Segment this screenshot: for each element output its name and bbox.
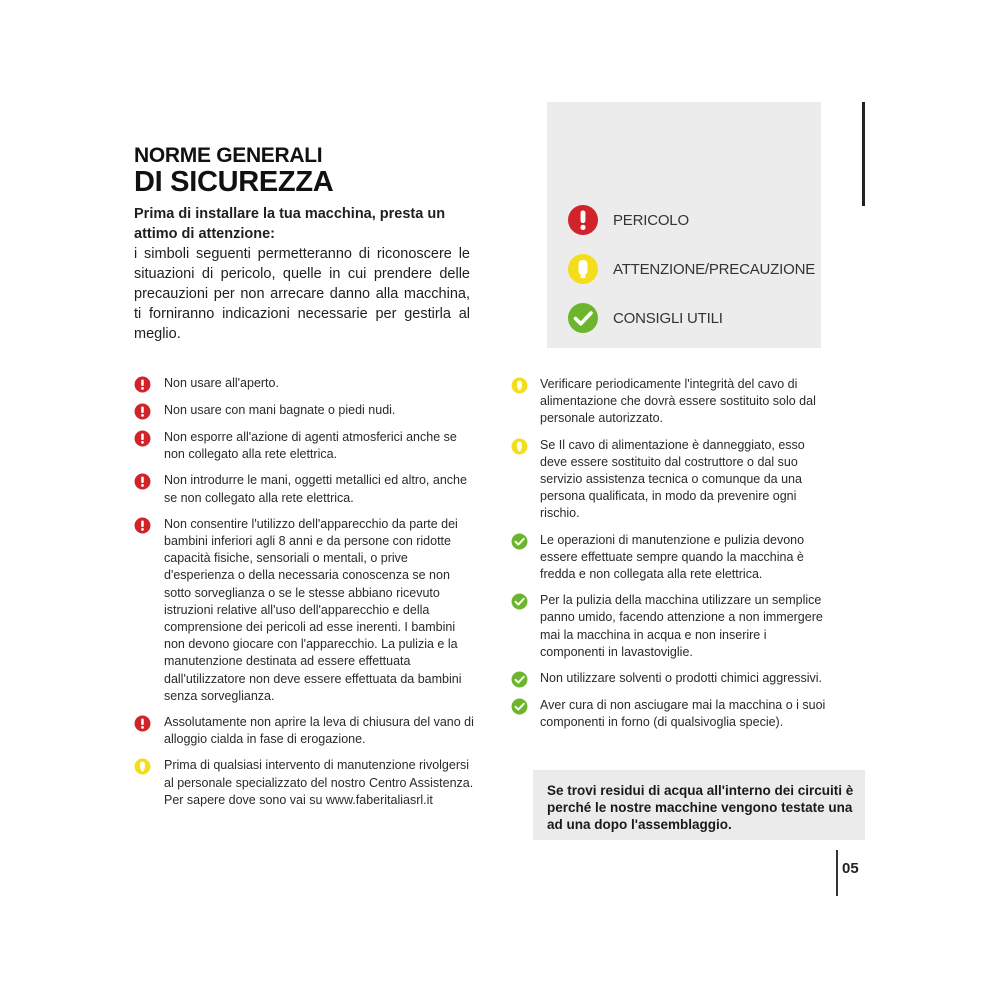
list-item — [511, 376, 827, 428]
list-item — [134, 402, 476, 420]
list-item-text: Non consentire l'utilizzo dell'apparecchio da parte dei bambini inferiori agli 8 anni e da persone con ridotte capacità fisiche, sensoriali o mentali, o prive d'esperienza o della necessaria conoscenza se non sotto sorveglianza o se le stesse abbiano ricevuto istruzioni relative all'uso dell'apparecchio e della comprensione dei pericoli ad esse inerenti. I bambini non devono giocare con l'apparecchio. La pulizia e la manutenzione destinata ad essere effettuata dall'utilizzatore non deve essere effettuata da bambini senza sorveglianza. — [164, 516, 462, 703]
list-item — [511, 670, 827, 688]
danger-icon — [134, 403, 151, 420]
legend-label-danger: PERICOLO — [613, 211, 689, 229]
danger-icon — [134, 517, 151, 534]
tip-icon — [511, 671, 528, 688]
legend-label-attention: ATTENZIONE/PRECAUZIONE — [613, 260, 816, 278]
list-item-text: Non introdurre le mani, oggetti metallici ed altro, anche se non collegato alla rete elettrica. — [164, 473, 467, 505]
tip-icon — [567, 302, 599, 334]
left-column-list — [134, 375, 476, 818]
list-item — [511, 697, 827, 731]
page-title-line1: NORME GENERALI — [134, 144, 323, 167]
intro-paragraph — [134, 204, 470, 344]
list-item-text: Prima di qualsiasi intervento di manutenzione rivolgersi al personale specializzato del nostro Centro Assistenza. Per sapere dove sono vai su www.faberitaliasrl.it — [164, 758, 474, 807]
danger-icon — [134, 473, 151, 490]
page-number-divider — [836, 850, 838, 896]
list-item — [511, 437, 827, 523]
legend-item-attention — [567, 253, 815, 285]
list-item — [511, 592, 827, 661]
list-item — [134, 472, 476, 506]
list-item-text: Assolutamente non aprire la leva di chiusura del vano di alloggio cialda in fase di erogazione. — [164, 715, 474, 747]
tip-icon — [511, 593, 528, 610]
page-title-line2: DI SICUREZZA — [134, 166, 334, 198]
attention-icon — [134, 758, 151, 775]
list-item-text: Aver cura di non asciugare mai la macchina o i suoi componenti in forno (di qualsivoglia specie). — [540, 698, 826, 730]
list-item — [511, 532, 827, 584]
side-divider — [862, 102, 865, 206]
danger-icon — [134, 430, 151, 447]
list-item — [134, 516, 476, 705]
list-item — [134, 375, 476, 393]
legend-label-tip: CONSIGLI UTILI — [613, 309, 723, 327]
list-item-text: Verificare periodicamente l'integrità del cavo di alimentazione che dovrà essere sostituito solo dal personale autorizzato. — [540, 377, 816, 426]
danger-icon — [567, 204, 599, 236]
list-item — [134, 429, 476, 463]
attention-icon — [511, 438, 528, 455]
tip-icon — [511, 533, 528, 550]
list-item — [134, 757, 476, 809]
attention-icon — [567, 253, 599, 285]
danger-icon — [134, 715, 151, 732]
list-item-text: Non usare con mani bagnate o piedi nudi. — [164, 403, 396, 417]
intro-lead: Prima di installare la tua macchina, presta un attimo di attenzione: — [134, 206, 446, 242]
tip-icon — [511, 698, 528, 715]
list-item-text: Le operazioni di manutenzione e pulizia devono essere effettuate sempre quando la macchina è fredda e non collegata alla rete elettrica. — [540, 532, 805, 582]
list-item-text: Se Il cavo di alimentazione è danneggiato, esso deve essere sostituito dal costruttore o dal suo servizio assistenza tecnica o comunque da una persona qualificata, in modo da prevenire ogni rischio. — [540, 437, 805, 521]
list-item-text: Per la pulizia della macchina utilizzare un semplice panno umido, facendo attenzione a non immergere mai la macchina in acqua e non inserire i componenti in lavastoviglie. — [540, 593, 823, 659]
page-number: 05 — [842, 860, 859, 877]
list-item-text: Non esporre all'azione di agenti atmosferici anche se non collegato alla rete elettrica. — [164, 430, 457, 462]
intro-text: i simboli seguenti permetteranno di riconoscere le situazioni di pericolo, quelle in cui prendere delle precauzioni per non arrecare danno alla macchina, ti forniranno indicazioni necessarie per gestirla al meglio. — [134, 246, 470, 342]
info-note: Se trovi residui di acqua all'interno dei circuiti è perché le nostre macchine vengono testate una ad una dopo l'assemblaggio. — [533, 770, 865, 840]
list-item — [134, 714, 476, 748]
legend-item-danger — [567, 204, 689, 236]
attention-icon — [511, 377, 528, 394]
right-column-list — [511, 376, 827, 740]
symbols-legend — [547, 102, 821, 348]
danger-icon — [134, 376, 151, 393]
list-item-text: Non usare all'aperto. — [164, 376, 279, 390]
legend-item-tip — [567, 302, 723, 334]
list-item-text: Non utilizzare solventi o prodotti chimici aggressivi. — [540, 671, 823, 686]
